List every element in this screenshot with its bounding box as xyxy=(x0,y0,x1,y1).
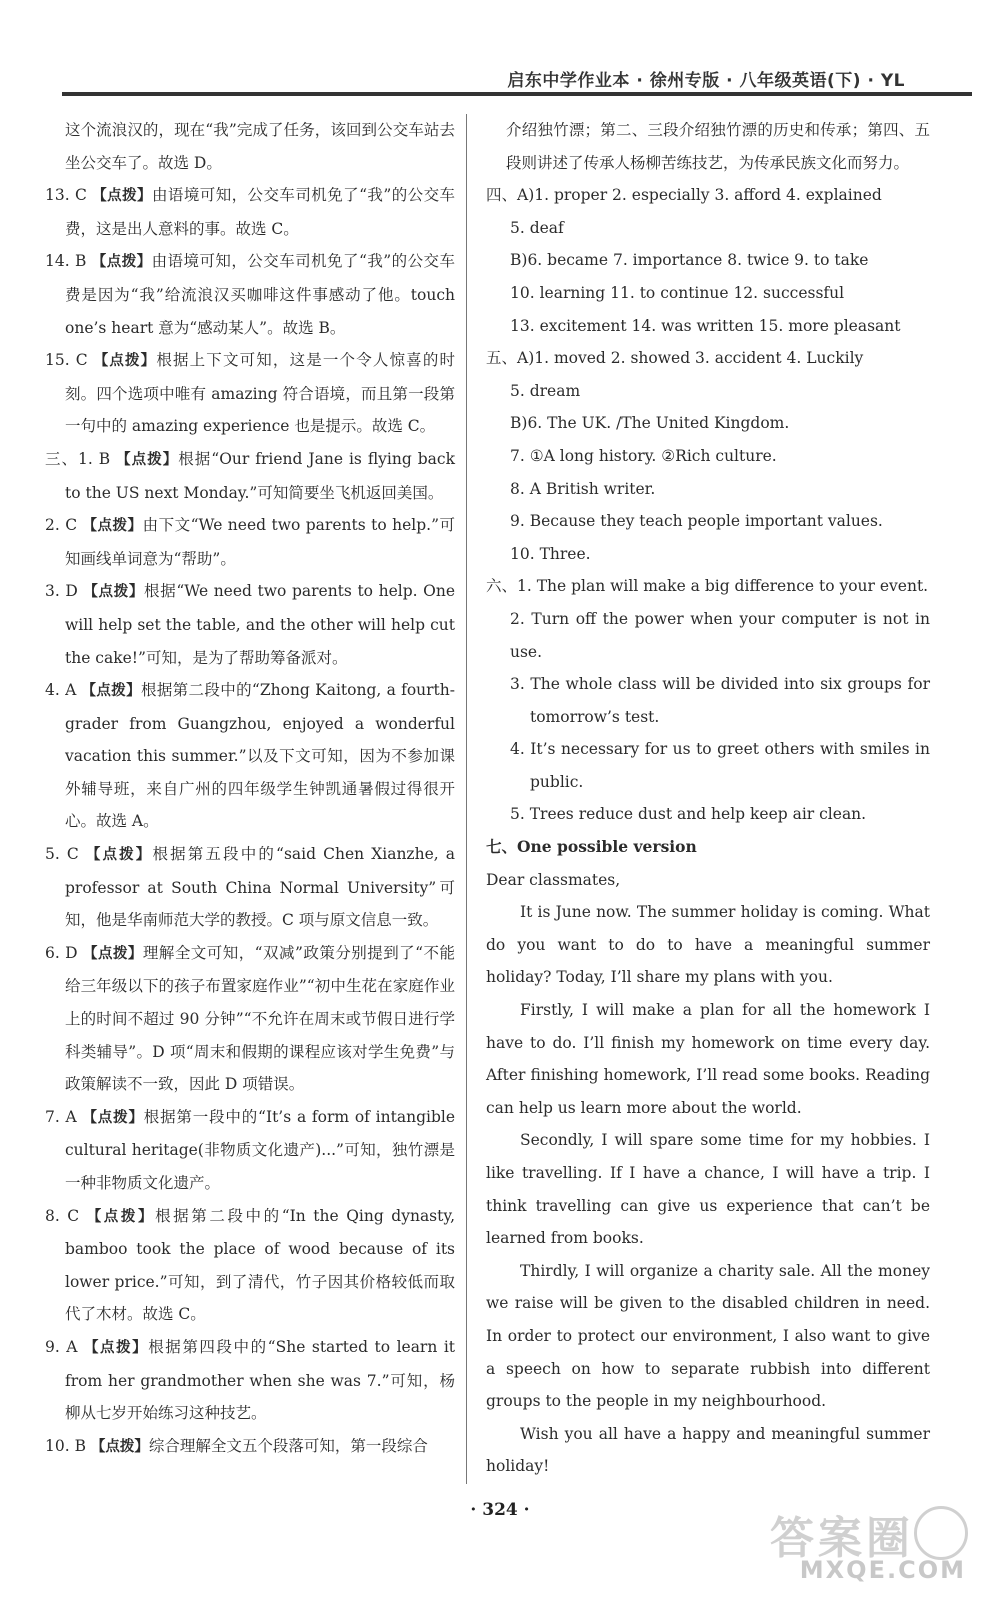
answer-text: 理解全文可知，“双减”政策分别提到了“不能给三年级以下的孩子布置家庭作业”“初中生花在家庭作业上的时间不超过 90 分钟”“不允许在周末或节假日进行学科类辅导”。D 项“周末和假期的课程应该对学生免费”与政策解读不一致，因此 D 项错误。 xyxy=(65,943,456,1094)
page-header xyxy=(0,62,1000,102)
answer-line: 9. Because they teach people important values. xyxy=(510,512,883,531)
answer-number: 5. C xyxy=(45,845,86,864)
answer-item xyxy=(45,179,455,245)
answer-text: 根据“We need two parents to help. One will help set the table, and the other will help cut the cake!”可知，是为了帮助筹备派对。 xyxy=(65,582,456,667)
column-divider xyxy=(466,114,467,1484)
answer-line: 10. Three. xyxy=(510,544,591,563)
answer-item xyxy=(45,1200,455,1331)
answer-text: 根据第一段中的“It’s a form of intangible cultural heritage(非物质文化遗产)...”可知，独竹漂是一种非物质文化遗产。 xyxy=(65,1107,455,1192)
answer-text: 这个流浪汉的，现在“我”完成了任务，该回到公交车站去坐公交车了。故选 D。 xyxy=(65,121,455,172)
answer-number: 7. A xyxy=(45,1107,83,1126)
answer-line: 4. It’s necessary for us to greet others with smiles in public. xyxy=(510,740,930,791)
answer-item xyxy=(45,1430,455,1464)
answer-number: 8. C xyxy=(45,1206,87,1225)
answer-number: 15. C xyxy=(45,351,94,370)
hint-tag: 【点拨】 xyxy=(83,945,143,962)
answer-line: 3. The whole class will be divided into six groups for tomorrow’s test. xyxy=(510,675,930,726)
answer-text: 由语境可知，公交车司机免了“我”的公交车费是因为“我”给流浪汉买咖啡这件事感动了他。touch one’s heart 意为“感动某人”。故选 B。 xyxy=(65,252,455,337)
answer-number: 9. A xyxy=(45,1337,84,1356)
answer-number: 6. D xyxy=(45,943,84,962)
watermark-cn-text: 答案圈 xyxy=(770,1513,914,1564)
answer-line: 六、1. The plan will make a big difference to your event. xyxy=(486,577,929,596)
watermark-circle-icon xyxy=(914,1506,968,1560)
answer-line: It is June now. The summer holiday is coming. What do you want to do to have a meaningful summer holiday? Today, I’ll share my plans with you. xyxy=(486,903,930,987)
hint-tag: 【点拨】 xyxy=(91,254,152,271)
right-column xyxy=(486,114,930,1483)
answer-line: 5. dream xyxy=(510,381,581,400)
hint-tag: 【点拨】 xyxy=(82,518,143,535)
answer-text: 由语境可知，公交车司机免了“我”的公交车费，这是出人意料的事。故选 C。 xyxy=(65,186,456,238)
hint-tag: 【点拨】 xyxy=(83,1339,149,1356)
answer-line: 介绍独竹漂；第二、三段介绍独竹漂的历史和传承；第四、五段则讲述了传承人杨柳苦练技艺，为传承民族文化而努力。 xyxy=(506,121,930,172)
answer-item xyxy=(45,838,455,937)
answer-item xyxy=(45,245,455,344)
answer-line: 四、A)1. proper 2. especially 3. afford 4. explained xyxy=(486,186,882,205)
answer-text: 根据上下文可知，这是一个令人惊喜的时刻。四个选项中唯有 amazing 符合语境，而且第一段第一句中的 amazing experience 也是提示。故选 C。 xyxy=(65,351,455,436)
answer-text: 由下文“We need two parents to help.”可知画线单词意为“帮助”。 xyxy=(65,516,455,568)
answer-number: 三、1. B xyxy=(45,449,117,468)
header-rule xyxy=(62,92,972,96)
answer-text: 综合理解全文五个段落可知，第一段综合 xyxy=(148,1436,428,1455)
answer-line: Firstly, I will make a plan for all the homework I have to do. I’ll finish my homework on time every day. After finishing homework, I’ll read some books. Reading can help us learn more about the world. xyxy=(486,1001,930,1117)
answer-line: Wish you all have a happy and meaningful summer holiday! xyxy=(486,1424,930,1476)
answer-number: 13. C xyxy=(45,186,93,205)
answer-text: 根据第二段中的“Zhong Kaitong, a fourth-grader from Guangzhou, enjoyed a wonderful vacation this summer.”以及下文可知，因为不参加课外辅导班，来自广州的四年级学生钟凯通暑假过得很开心。故选 A。 xyxy=(65,681,456,831)
answer-number: 3. D xyxy=(45,582,84,601)
hint-tag: 【点拨】 xyxy=(92,188,152,205)
answer-number: 10. B xyxy=(45,1436,91,1455)
hint-tag: 【点拨】 xyxy=(90,1438,149,1455)
answer-line: B)6. The UK. /The United Kingdom. xyxy=(510,414,790,433)
answer-line: Dear classmates, xyxy=(486,870,621,889)
answer-line: 2. Turn off the power when your computer is not in use. xyxy=(510,609,930,661)
header-title: 启东中学作业本 · 徐州专版 · 八年级英语(下) · YL xyxy=(507,71,905,91)
answer-item xyxy=(45,1101,455,1200)
answer-line: 5. deaf xyxy=(510,218,564,237)
answer-line: 8. A British writer. xyxy=(510,479,656,498)
answer-continuation xyxy=(45,114,455,179)
answer-line: Secondly, I will spare some time for my hobbies. I like travelling. If I have a chance, I will have a trip. I think travelling can give us experience that can’t be learned from books. xyxy=(486,1131,930,1248)
answer-line: 7. ①A long history. ②Rich culture. xyxy=(510,446,777,465)
answer-item xyxy=(45,509,455,575)
answer-text: 根据第四段中的“She started to learn it from her grandmother when she was 7.”可知，杨柳从七岁开始练习这种技艺。 xyxy=(65,1337,456,1423)
answer-item xyxy=(45,443,455,509)
answer-line: B)6. became 7. importance 8. twice 9. to take xyxy=(510,251,869,270)
hint-tag: 【点拨】 xyxy=(82,1109,144,1126)
answer-number: 4. A xyxy=(45,681,82,700)
answer-item xyxy=(45,937,455,1101)
watermark-logo xyxy=(742,1500,972,1582)
answer-text: 根据第五段中的“said Chen Xianzhe, a professor at South China Normal University”可知，他是华南师范大学的教授。C 项与原文信息一致。 xyxy=(65,845,455,930)
hint-tag: 【点拨】 xyxy=(83,584,145,601)
answer-text: 根据第二段中的“In the Qing dynasty, bamboo took the place of wood because of its lower price.”可知，到了清代，竹子因其价格较低而取代了木材。故选 C。 xyxy=(65,1206,455,1324)
answer-number: 14. B xyxy=(45,252,92,271)
section-label: 七、One possible version xyxy=(486,837,697,857)
left-column xyxy=(45,114,455,1463)
answer-line: 13. excitement 14. was written 15. more pleasant xyxy=(510,316,901,335)
answer-line: Thirdly, I will organize a charity sale. All the money we raise will be given to the disabled children in need. In order to protect our environment, I also want to give a speech on how to separate rubbish into different groups to the people in my neighbourhood. xyxy=(486,1261,930,1411)
answer-item xyxy=(45,344,455,443)
watermark-en-text: MXQE.COM xyxy=(799,1556,966,1584)
answer-text: 根据“Our friend Jane is flying back to the US next Monday.”可知简要坐飞机返回美国。 xyxy=(65,449,455,502)
hint-tag: 【点拨】 xyxy=(93,353,157,370)
answer-item xyxy=(45,1331,455,1430)
answer-line: 10. learning 11. to continue 12. successful xyxy=(510,283,845,302)
page-number: · 324 · xyxy=(470,1500,530,1520)
answer-line: 5. Trees reduce dust and help keep air clean. xyxy=(510,805,867,824)
answer-number: 2. C xyxy=(45,516,83,535)
hint-tag: 【点拨】 xyxy=(116,451,179,468)
answer-item xyxy=(45,674,455,838)
answer-line: 五、A)1. moved 2. showed 3. accident 4. Luckily xyxy=(486,349,864,368)
hint-tag: 【点拨】 xyxy=(86,1208,156,1225)
answer-item xyxy=(45,575,455,674)
hint-tag: 【点拨】 xyxy=(85,847,153,864)
hint-tag: 【点拨】 xyxy=(81,683,141,700)
